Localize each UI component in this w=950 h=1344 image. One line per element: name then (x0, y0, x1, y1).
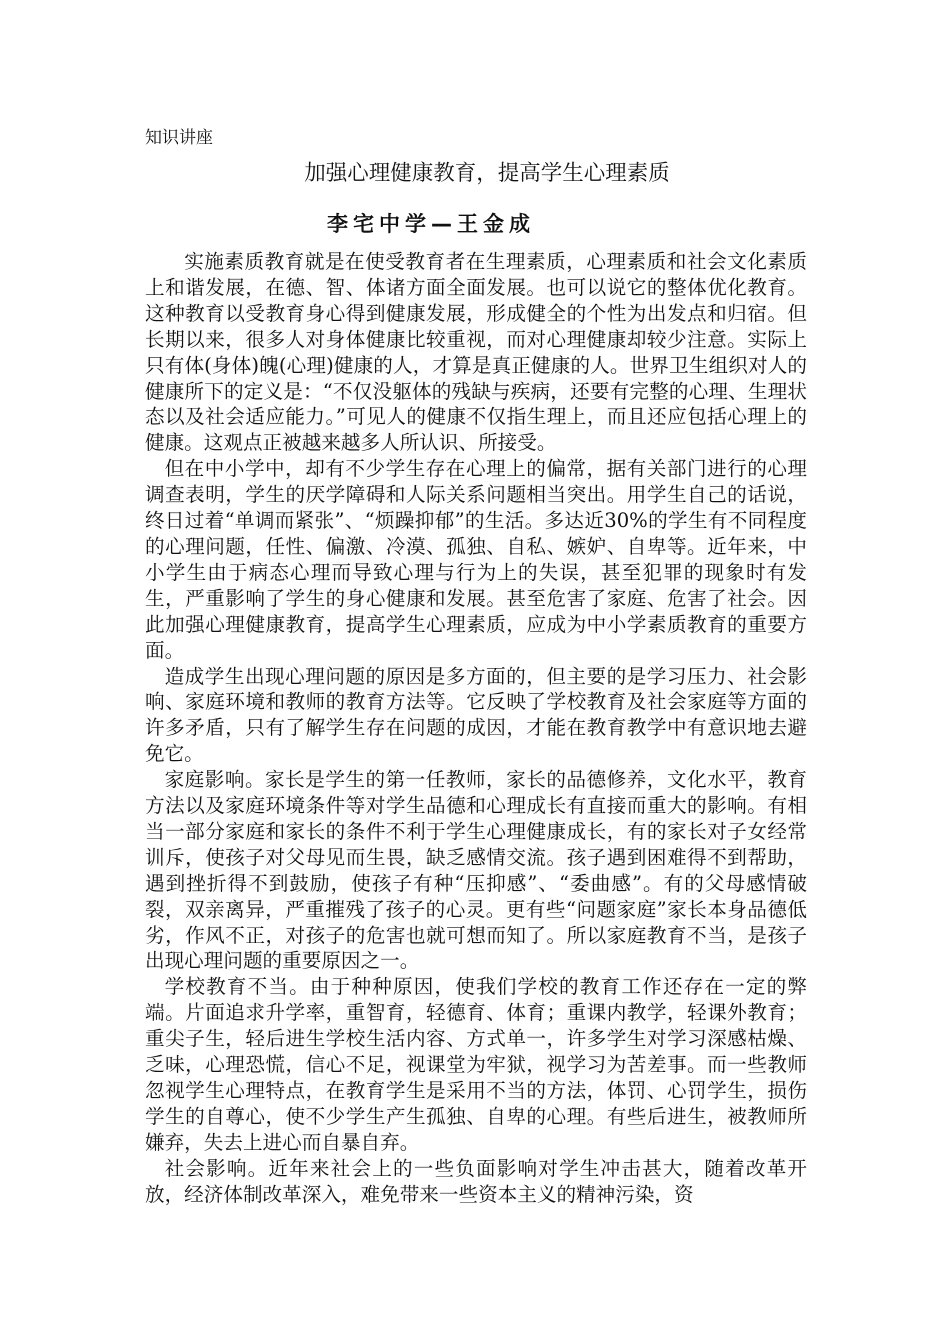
author-byline: 李宅中学—王金成 (327, 212, 535, 236)
section-label: 知识讲座 (145, 128, 213, 148)
article-body (145, 249, 807, 1208)
paragraph: 造成学生出现心理问题的原因是多方面的，但主要的是学习压力、社会影响、家庭环境和教师的教育方法等。它反映了学校教育及社会家庭等方面的许多矛盾，只有了解学生存在问题的成因，才能在教育教学中有意识地去避免它。 (145, 664, 807, 766)
paragraph: 学校教育不当。由于种种原因，使我们学校的教育工作还存在一定的弊端。片面追求升学率，重智育，轻德育、体育；重课内教学，轻课外教育；重尖子生，轻后进生学校生活内容、方式单一，许多学生对学习深感枯燥、乏味，心理恐慌，信心不足，视课堂为牢狱，视学习为苦差事。而一些教师忽视学生心理特点，在教育学生是采用不当的方法，体罚、心罚学生，损伤学生的自尊心，使不少学生产生孤独、自卑的心理。有些后进生，被教师所嫌弃，失去上进心而自暴自弃。 (145, 975, 807, 1154)
paragraph: 但在中小学中，却有不少学生存在心理上的偏常，据有关部门进行的心理调查表明，学生的厌学障碍和人际关系问题相当突出。用学生自己的话说，终日过着“单调而紧张”、“烦躁抑郁”的生活。多达近30%的学生有不同程度的心理问题，任性、偏激、冷漠、孤独、自私、嫉妒、自卑等。近年来，中小学生由于病态心理而导致心理与行为上的失误，甚至犯罪的现象时有发生，严重影响了学生的身心健康和发展。甚至危害了家庭、危害了社会。因此加强心理健康教育，提高学生心理素质，应成为中小学素质教育的重要方面。 (145, 457, 807, 662)
article-title: 加强心理健康教育，提高学生心理素质 (304, 161, 670, 186)
paragraph: 社会影响。近年来社会上的一些负面影响对学生冲击甚大，随着改革开放，经济体制改革深入，难免带来一些资本主义的精神污染，资 (145, 1156, 807, 1206)
paragraph: 实施素质教育就是在使受教育者在生理素质，心理素质和社会文化素质上和谐发展，在德、智、体诸方面全面发展。也可以说它的整体优化教育。这种教育以受教育身心得到健康发展，形成健全的个性为出发点和归宿。但长期以来，很多人对身体健康比较重视，而对心理健康却较少注意。实际上只有体(身体)魄(心理)健康的人，才算是真正健康的人。世界卫生组织对人的健康所下的定义是：“不仅没躯体的残缺与疾病，还要有完整的心理、生理状态以及社会适应能力。”可见人的健康不仅指生理上，而且还应包括心理上的健康。这观点正被越来越多人所认识、所接受。 (145, 250, 807, 455)
paragraph: 家庭影响。家长是学生的第一任教师，家长的品德修养，文化水平，教育方法以及家庭环境条件等对学生品德和心理成长有直接而重大的影响。有相当一部分家庭和家长的条件不利于学生心理健康成长，有的家长对子女经常训斥，使孩子对父母见而生畏，缺乏感情交流。孩子遇到困难得不到帮助，遇到挫折得不到鼓励，使孩子有种“压抑感”、“委曲感”。有的父母感情破裂，双亲离异，严重摧残了孩子的心灵。更有些“问题家庭”家长本身品德低劣，作风不正，对孩子的危害也就可想而知了。所以家庭教育不当，是孩子出现心理问题的重要原因之一。 (145, 768, 807, 973)
